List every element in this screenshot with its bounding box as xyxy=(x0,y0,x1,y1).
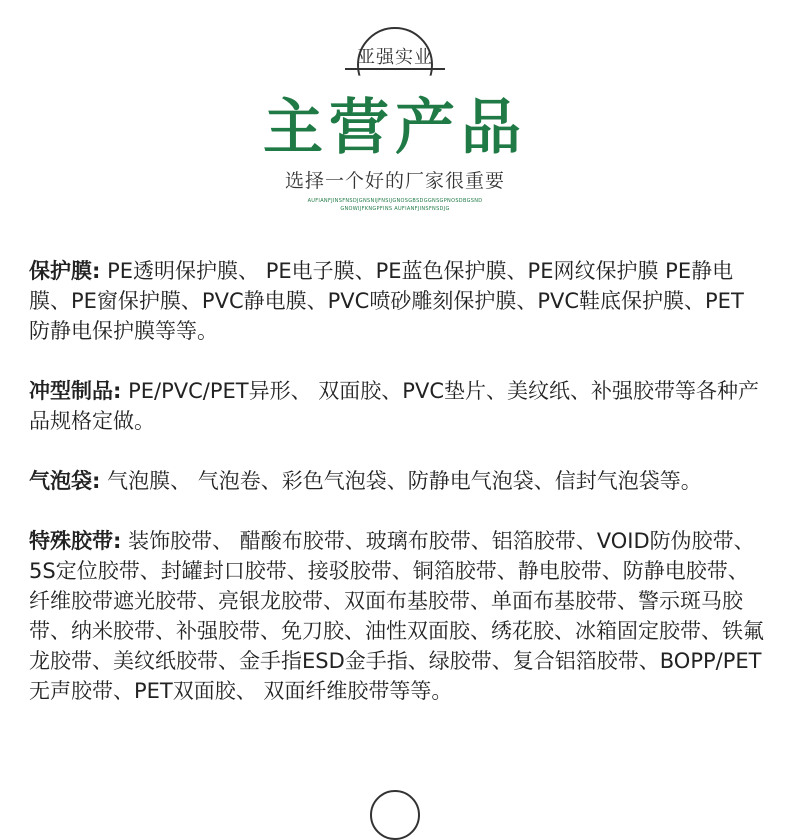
section-label: 冲型制品: xyxy=(29,379,122,403)
page-header xyxy=(0,0,790,230)
product-list xyxy=(29,256,764,736)
section-label: 保护膜: xyxy=(29,259,101,283)
company-name: 亚强实业 xyxy=(357,47,433,68)
decorative-tiny-text-1: AUFIANFJINSFNSDJGNSNIJFNSIJGNOSGBSDGGNSGPNOSDBGSND xyxy=(307,198,483,204)
section-label: 特殊胶带: xyxy=(29,529,122,553)
section-text: PE透明保护膜、 PE电子膜、PE蓝色保护膜、PE网纹保护膜 PE静电膜、PE窗保护膜、PVC静电膜、PVC喷砂雕刻保护膜、PVC鞋底保护膜、PET防静电保护膜等等。 xyxy=(29,259,744,343)
bottom-badge-arc-decoration xyxy=(370,790,420,840)
section-text: 装饰胶带、 醋酸布胶带、玻璃布胶带、铝箔胶带、VOID防伪胶带、5S定位胶带、封罐封口胶带、接驳胶带、铜箔胶带、静电胶带、防静电胶带、纤维胶带遮光胶带、亮银龙胶带、双面布基胶带、单面布基胶带、警示斑马胶带、纳米胶带、补强胶带、免刀胶、油性双面胶、绣花胶、冰箱固定胶带、铁氟龙胶带、美纹纸胶带、金手指ESD金手指、绿胶带、复合铝箔胶带、BOPP/PET无声胶带、PET双面胶、 双面纤维胶带等等。 xyxy=(29,529,764,703)
decorative-tiny-text-2: GNOWIJFKNGPFINS AUFIANFJINSFNSDJG xyxy=(340,206,450,212)
section-text: PE/PVC/PET异形、 双面胶、PVC垫片、美纹纸、补强胶带等各种产品规格定做。 xyxy=(29,379,759,433)
section-bubble-bags xyxy=(29,466,764,496)
section-protective-film xyxy=(29,256,764,346)
section-text: 气泡膜、 气泡卷、彩色气泡袋、防静电气泡袋、信封气泡袋等。 xyxy=(100,469,702,493)
page-subtitle: 选择一个好的厂家很重要 xyxy=(284,170,505,192)
section-die-cut-products xyxy=(29,376,764,436)
section-special-tapes xyxy=(29,526,764,706)
company-logo-badge xyxy=(337,27,453,83)
section-label: 气泡袋: xyxy=(29,469,101,493)
page-title: 主营产品 xyxy=(263,93,527,163)
company-underline-divider xyxy=(345,68,445,70)
